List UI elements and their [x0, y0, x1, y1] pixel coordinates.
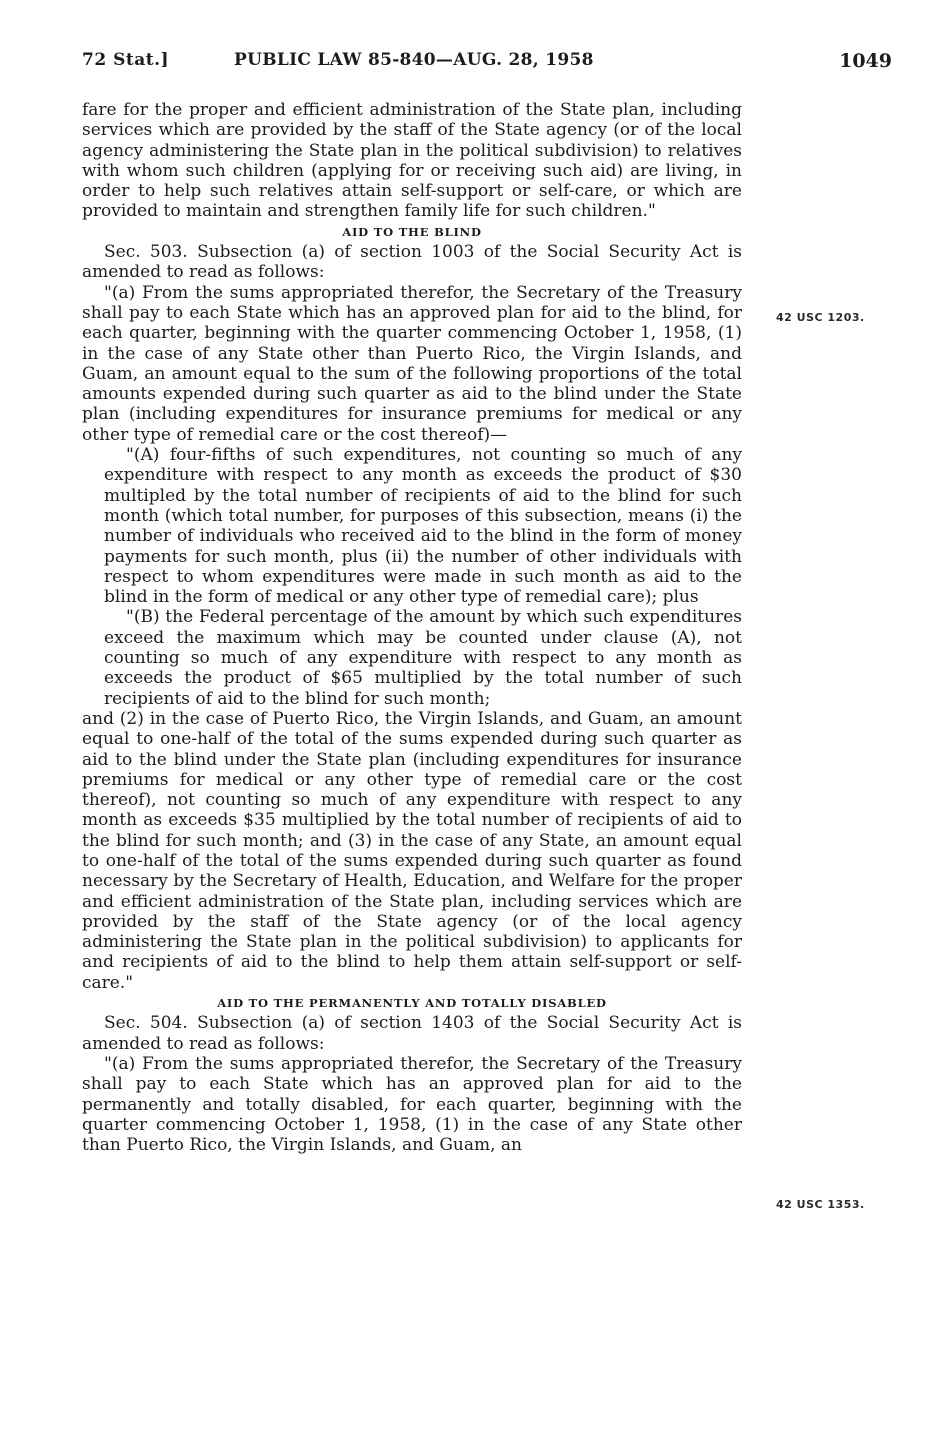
section-504-intro: Sec. 504. Subsection (a) of section 1403 of the Social Security Act is amended to read as follows:	[82, 1013, 742, 1054]
body-text	[82, 100, 742, 1155]
section-503-continuation: and (2) in the case of Puerto Rico, the Virgin Islands, and Guam, an amount equal to one-half of the total of the sums expended during such quarter as aid to the blind under the State plan (including expenditures for insurance premiums for medical or any other type of remedial care or the cost thereof), not counting so much of any expenditure with respect to any month as exceeds $35 multiplied by the total number of recipients of aid to the blind for such month; and (3) in the case of any State, an amount equal to one-half of the total of the sums expended during such quarter as found necessary by the Secretary of Health, Education, and Welfare for the proper and efficient administration of the State plan, including services which are provided by the staff of the State agency (or of the local agency administering the State plan in the political subdivision) to applicants for and recipients of aid to the blind to help them attain self-support or self-care."	[82, 708, 742, 993]
section-heading-disabled: AID TO THE PERMANENTLY AND TOTALLY DISABLED	[217, 996, 607, 1011]
section-503-subsection-a: "(a) From the sums appropriated therefor, the Secretary of the Treasury shall pay to each State which has an approved plan for aid to the blind, for each quarter, beginning with the quarter commencing October 1, 1958, (1) in the case of any State other than Puerto Rico, the Virgin Islands, and Guam, an amount equal to the sum of the following proportions of the total amounts expended during such quarter as aid to the blind under the State plan (including expenditures for insurance premiums for medical or any other type of remedial care or the cost thereof)—	[82, 282, 742, 445]
section-heading-blind: AID TO THE BLIND	[342, 224, 482, 239]
section-503-intro: Sec. 503. Subsection (a) of section 1003 of the Social Security Act is amended to read as follows:	[82, 242, 742, 283]
margin-note-1353: 42 USC 1353.	[776, 1198, 865, 1211]
statute-volume: 72 Stat.]	[82, 50, 170, 70]
paragraph-continuation: fare for the proper and efficient administration of the State plan, including services which are provided by the staff of the State agency (or of the local agency administering the State plan in the political subdivision) to relatives with whom such children (applying for or receiving such aid) are living, in order to help such relatives attain self-support or self-care, or which are provided to maintain and strengthen family life for such children."	[82, 100, 742, 222]
section-504-subsection-a: "(a) From the sums appropriated therefor, the Secretary of the Treasury shall pay to each State which has an approved plan for aid to the permanently and totally disabled, for each quarter, beginning with the quarter commencing October 1, 1958, (1) in the case of any State other than Puerto Rico, the Virgin Islands, and Guam, an	[82, 1053, 742, 1156]
clause-b: "(B) the Federal percentage of the amount by which such expenditures exceed the maximum which may be counted under clause (A), not counting so much of any expenditure with respect to any month as exceeds the product of $65 multiplied by the total number of such recipients of aid to the blind for such month;	[104, 607, 742, 709]
margin-note-1203: 42 USC 1203.	[776, 311, 865, 324]
page-number: 1049	[839, 50, 892, 72]
page-header	[82, 50, 892, 82]
clause-a: "(A) four-fifths of such expenditures, not counting so much of any expenditure with respect to any month as exceeds the product of $30 multipled by the total number of recipients of aid to the blind for such month (which total number, for purposes of this subsection, means (i) the number of individuals who received aid to the blind in the form of money payments for such month, plus (ii) the number of other individuals with respect to whom expenditures were made in such month as aid to the blind in the form of medical or any other type of remedial care); plus	[104, 445, 742, 608]
law-title: PUBLIC LAW 85-840—AUG. 28, 1958	[234, 50, 594, 70]
